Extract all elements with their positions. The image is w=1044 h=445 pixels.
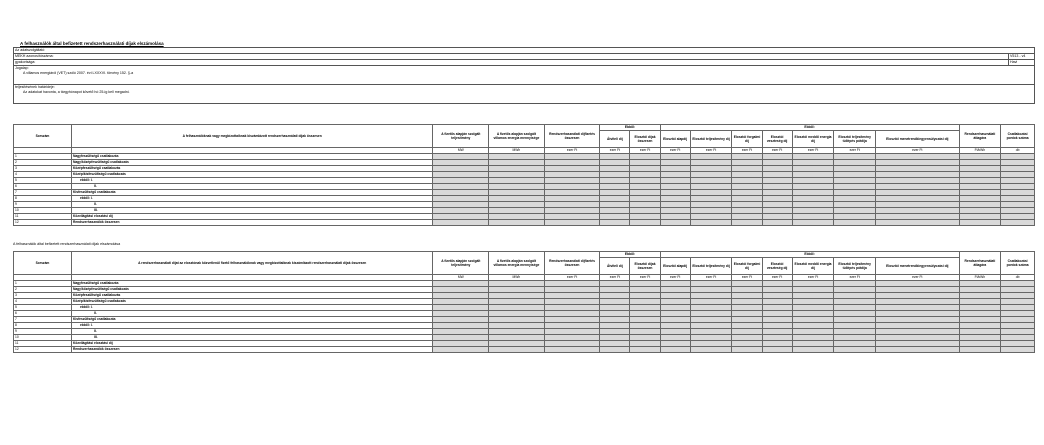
data-cell[interactable] <box>1001 220 1035 226</box>
section-title-2: A felhasználók által befizetett rendszerhasználati díjak elszámolása <box>13 242 121 246</box>
row-label: Kisfeszültségű csatlakozás <box>71 317 433 323</box>
row-number: 10 <box>14 208 72 214</box>
t2-header-fee-total: Rendszerhasználati díjfizetés összesen <box>544 252 600 275</box>
data-cell[interactable] <box>762 220 792 226</box>
table-billed-total <box>13 124 1035 226</box>
t1-unit-cell: MWh <box>489 148 545 154</box>
row-label: Középfeszültségű csatlakozás <box>71 166 433 172</box>
t2-unit-cell: ezer Ft <box>762 275 792 281</box>
t1-unit-cell: ezer Ft <box>544 148 600 154</box>
row-number: 4 <box>14 299 72 305</box>
data-cell[interactable] <box>630 347 660 353</box>
data-cell[interactable] <box>876 220 959 226</box>
table-row <box>14 220 1035 226</box>
info-row-legal-basis <box>13 66 1035 85</box>
t2-header-avg-price: Rendszerhasználati átlagára <box>959 252 1001 275</box>
row-number: 5 <box>14 305 72 311</box>
data-cell[interactable] <box>660 220 690 226</box>
row-number: 12 <box>14 220 72 226</box>
t2-header-sorszam: Sorszám <box>14 252 72 275</box>
t1-header-dist-base: Elosztói alapdíj <box>660 131 690 148</box>
row-label: II. <box>71 202 433 208</box>
row-number: 6 <box>14 311 72 317</box>
frequency-label: gyakorisága: <box>15 60 36 64</box>
row-number: 6 <box>14 184 72 190</box>
row-number: 11 <box>14 341 72 347</box>
t1-unit-cell: ezer Ft <box>762 148 792 154</box>
row-label: ebből: I. <box>71 196 433 202</box>
t2-header-main: A rendszerhasználati díjat az elosztónak közvetlenül fizető felhasználóknak vagy megbízottaiknak kiszámlázott rendszerhasználati díjak összesen <box>71 252 433 275</box>
data-cell[interactable] <box>876 347 959 353</box>
t1-header-avg-price: Rendszerhasználati átlagára <box>959 125 1001 148</box>
t1-header-of-which-b: Ebből: <box>660 125 959 131</box>
row-label: ebből: I. <box>71 178 433 184</box>
row-number: 2 <box>14 160 72 166</box>
data-cell[interactable] <box>600 220 630 226</box>
row-label: Nagy/középfeszültségű csatlakozás <box>71 160 433 166</box>
t1-header-dist-reactive: Elosztói meddő energia díj <box>792 131 834 148</box>
t2-unit-cell: ezer Ft <box>630 275 660 281</box>
info-block <box>13 47 1035 104</box>
row-label: II. <box>71 329 433 335</box>
row-number: 3 <box>14 166 72 172</box>
data-cell[interactable] <box>433 347 489 353</box>
data-cell[interactable] <box>489 220 545 226</box>
t1-unit-cell: ezer Ft <box>792 148 834 154</box>
data-cell[interactable] <box>959 347 1001 353</box>
t2-unit-cell: ezer Ft <box>834 275 876 281</box>
t1-unit-cell: ezer Ft <box>732 148 762 154</box>
row-label: Közép/kisfeszültségű csatlakozás <box>71 172 433 178</box>
data-cell[interactable] <box>489 347 545 353</box>
deadline-label: teljesítésének határideje: <box>15 85 55 89</box>
mekh-label: MEKH azonosítószáma: <box>15 54 54 58</box>
t1-header-dist-traffic: Elosztói forgalmi díj <box>732 131 762 148</box>
data-cell[interactable] <box>792 220 834 226</box>
legal-basis-text: A villamos energiáról (VET) szóló 2007. évi LXXXVI. törvény 152. §-a <box>23 71 134 75</box>
t2-unit-cell: MW <box>433 275 489 281</box>
row-label: III. <box>71 335 433 341</box>
row-label: Kisfeszültségű csatlakozás <box>71 190 433 196</box>
row-number: 7 <box>14 190 72 196</box>
row-number: 5 <box>14 178 72 184</box>
t2-header-energy: A fizetős alapján szolgált villamos energia mennyisége <box>489 252 545 275</box>
row-label: Nagyfeszültségű csatlakozás <box>71 281 433 287</box>
t1-unit-cell: MW <box>433 148 489 154</box>
data-cell[interactable] <box>544 220 600 226</box>
row-label: Nagyfeszültségű csatlakozás <box>71 154 433 160</box>
t2-unit-cell: db <box>1001 275 1035 281</box>
t2-unit-cell: ezer Ft <box>792 275 834 281</box>
t2-header-dist-loss: Elosztói veszteség díj <box>762 258 792 275</box>
row-number: 2 <box>14 287 72 293</box>
row-label: Középfeszültségű csatlakozás <box>71 293 433 299</box>
data-cell[interactable] <box>630 220 660 226</box>
row-number: 3 <box>14 293 72 299</box>
data-cell[interactable] <box>1001 347 1035 353</box>
row-label: ebből: I. <box>71 323 433 329</box>
data-cell[interactable] <box>959 220 1001 226</box>
t1-unit-cell: ezer Ft <box>876 148 959 154</box>
row-label: III. <box>71 208 433 214</box>
row-label: ebből: I. <box>71 305 433 311</box>
t1-header-dist-total: Elosztói díjak összesen <box>630 131 660 148</box>
row-label: Közvilágítási elosztási díj <box>71 341 433 347</box>
row-number: 10 <box>14 335 72 341</box>
data-cell[interactable] <box>600 347 630 353</box>
t2-unit-cell: ezer Ft <box>876 275 959 281</box>
t2-unit-cell: ezer Ft <box>732 275 762 281</box>
t1-unit-cell: ezer Ft <box>834 148 876 154</box>
info-row-deadline <box>13 85 1035 104</box>
t2-unit-cell: MWh <box>489 275 545 281</box>
t1-header-dist-schedule: Elosztói menetrendkiegyensúlyozási díj <box>876 131 959 148</box>
t2-header-capacity: A fizetős alapján szolgált teljesítmény <box>433 252 489 275</box>
row-number: 9 <box>14 329 72 335</box>
row-label: II. <box>71 184 433 190</box>
t1-header-capacity: A fizetős alapján szolgált teljesítmény <box>433 125 489 148</box>
t2-header-dist-reactive: Elosztói meddő energia díj <box>792 258 834 275</box>
t1-unit-cell: ezer Ft <box>600 148 630 154</box>
table-row <box>14 347 1035 353</box>
row-number: 7 <box>14 317 72 323</box>
t1-header-transmission: Átviteli díj <box>600 131 630 148</box>
t2-unit-cell: ezer Ft <box>690 275 732 281</box>
table-direct-billed <box>13 251 1035 353</box>
t2-header-dist-schedule: Elosztói menetrendkiegyensúlyozási díj <box>876 258 959 275</box>
t1-header-fee-total: Rendszerhasználati díjfizetés összesen <box>544 125 600 148</box>
row-number: 11 <box>14 214 72 220</box>
page-title: A felhasználók által befizetett rendszerhasználati díjak elszámolása <box>20 41 164 46</box>
row-number: 9 <box>14 202 72 208</box>
t2-header-dist-base: Elosztói alapdíj <box>660 258 690 275</box>
t1-unit-cell: ezer Ft <box>660 148 690 154</box>
t1-unit-cell: ezer Ft <box>630 148 660 154</box>
data-cell[interactable] <box>544 347 600 353</box>
t1-header-energy: A fizetős alapján szolgált villamos energia mennyisége <box>489 125 545 148</box>
data-cell[interactable] <box>690 220 732 226</box>
row-number: 1 <box>14 154 72 160</box>
t1-header-main: A felhasználóknak vagy megbízottaiknak kiszámlázott rendszerhasználati díjak összesen <box>71 125 433 148</box>
t2-header-of-which-a: Ebből: <box>600 252 660 258</box>
row-label: Rendszerhasználók összesen <box>71 220 433 226</box>
row-number: 4 <box>14 172 72 178</box>
t1-header-connection-points: Csatlakozási pontok száma <box>1001 125 1035 148</box>
t2-unit-cell: ezer Ft <box>660 275 690 281</box>
row-number: 8 <box>14 323 72 329</box>
row-number: 1 <box>14 281 72 287</box>
provider-label: Az adatszolgáltató <box>15 48 45 52</box>
t2-header-dist-capacity: Elosztói teljesítmény díj <box>690 258 732 275</box>
legal-basis-label: Jogalap: <box>15 66 29 70</box>
row-label: Nagy/középfeszültségű csatlakozás <box>71 287 433 293</box>
t2-header-dist-overrun: Elosztói teljesítmény túllépés pótdíja <box>834 258 876 275</box>
t2-header-dist-traffic: Elosztói forgalmi díj <box>732 258 762 275</box>
mekh-value: V513 - v4 <box>1008 54 1034 59</box>
deadline-text: Az adatokat havonta, a tárgyhónapot követő hó 25-ig kell megadni. <box>23 90 130 94</box>
data-cell[interactable] <box>660 347 690 353</box>
t1-unit-cell: db <box>1001 148 1035 154</box>
t2-header-dist-total: Elosztói díjak összesen <box>630 258 660 275</box>
t1-header-dist-loss: Elosztói veszteség díj <box>762 131 792 148</box>
t1-unit-cell: Ft/kWh <box>959 148 1001 154</box>
t2-unit-cell: ezer Ft <box>600 275 630 281</box>
info-row-provider <box>13 47 1035 54</box>
data-cell[interactable] <box>690 347 732 353</box>
t1-header-of-which-a: Ebből: <box>600 125 660 131</box>
t2-unit-cell: ezer Ft <box>544 275 600 281</box>
row-number: 12 <box>14 347 72 353</box>
data-cell[interactable] <box>433 220 489 226</box>
t2-header-of-which-b: Ebből: <box>660 252 959 258</box>
data-cell[interactable] <box>762 347 792 353</box>
data-cell[interactable] <box>834 220 876 226</box>
t1-header-sorszam: Sorszám <box>14 125 72 148</box>
frequency-value: Havi <box>1008 60 1034 65</box>
data-cell[interactable] <box>792 347 834 353</box>
row-label: II. <box>71 311 433 317</box>
row-label: Közvilágítási elosztási díj <box>71 214 433 220</box>
data-cell[interactable] <box>732 220 762 226</box>
t1-header-dist-overrun: Elosztói teljesítmény túllépés pótdíja <box>834 131 876 148</box>
row-number: 8 <box>14 196 72 202</box>
t2-header-connection-points: Csatlakozási pontok száma <box>1001 252 1035 275</box>
data-cell[interactable] <box>732 347 762 353</box>
t1-header-dist-capacity: Elosztói teljesítmény díj <box>690 131 732 148</box>
row-label: Rendszerhasználók összesen <box>71 347 433 353</box>
data-cell[interactable] <box>834 347 876 353</box>
t2-header-transmission: Átviteli díj <box>600 258 630 275</box>
t2-unit-cell: Ft/kWh <box>959 275 1001 281</box>
t1-unit-cell: ezer Ft <box>690 148 732 154</box>
row-label: Közép/kisfeszültségű csatlakozás <box>71 299 433 305</box>
